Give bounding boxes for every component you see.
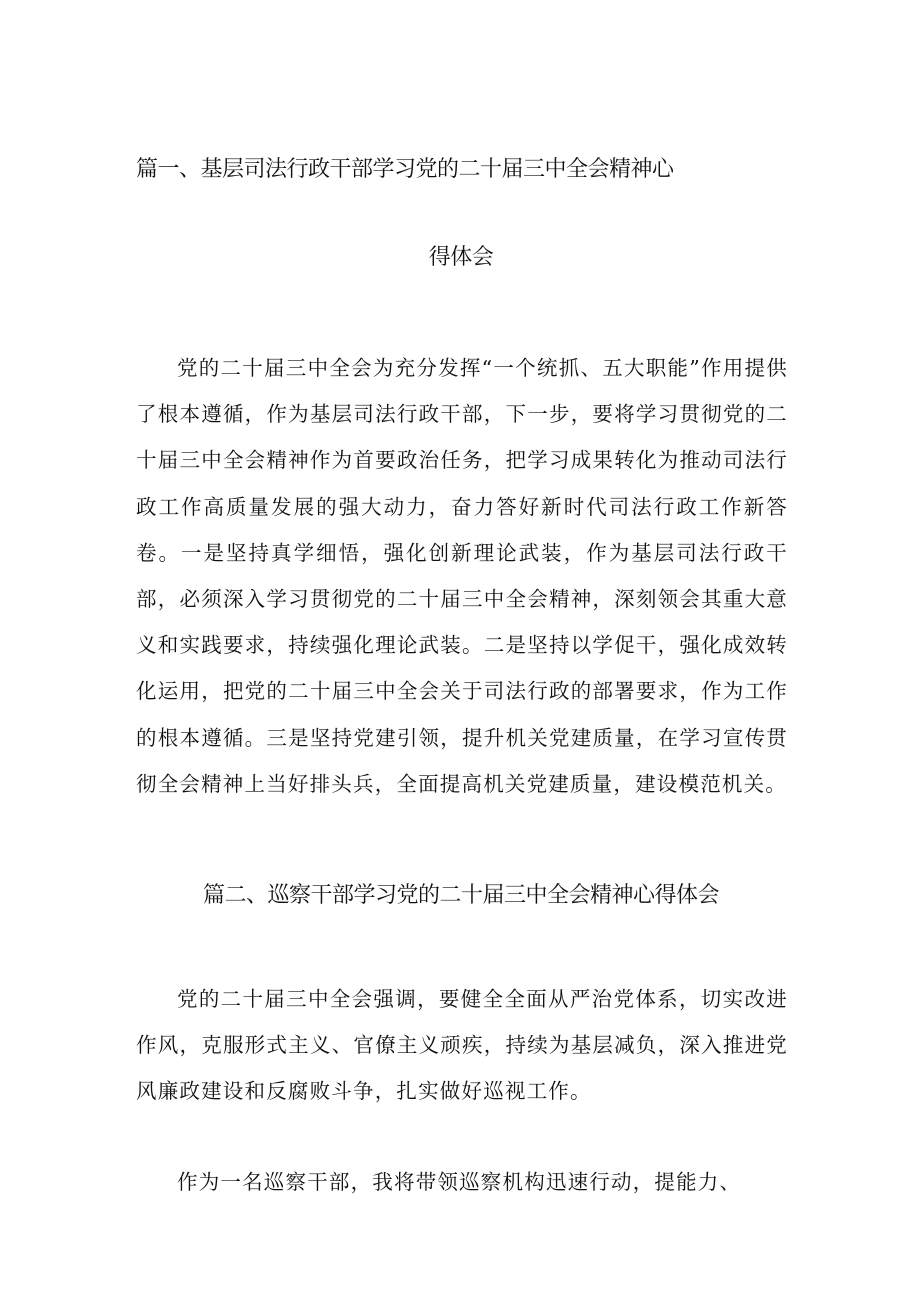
section-1-title-line-2: 得体会 [428, 245, 494, 270]
section-1-title [136, 150, 786, 278]
section-1-paragraph: 党的二十届三中全会为充分发挥“一个统抓、五大职能”作用提供了根本遵循，作为基层司法行政干部，下一步，要将学习贯彻党的二十届三中全会精神作为首要政治任务，把学习成果转化为推动司法行政工作高质量发展的强大动力，奋力答好新时代司法行政工作新答卷。一是坚持真学细悟，强化创新理论武装，作为基层司法行政干部，必须深入学习贯彻党的二十届三中全会精神，深刻领会其重大意义和实践要求，持续强化理论武装。二是坚持以学促干，强化成效转化运用，把党的二十届三中全会关于司法行政的部署要求，作为工作的根本遵循。三是坚持党建引领，提升机关党建质量，在学习宣传贯彻全会精神上当好排头兵，全面提高机关党建质量，建设模范机关。 [136, 356, 788, 796]
section-2-title: 篇二、巡察干部学习党的二十届三中全会精神心得体会 [202, 883, 719, 908]
section-2-paragraph-1: 党的二十届三中全会强调，要健全全面从严治党体系，切实改进作风，克服形式主义、官僚主义顽疾，持续为基层减负，深入推进党风廉政建设和反腐败斗争，扎实做好巡视工作。 [136, 987, 788, 1104]
section-2-paragraph-2: 作为一名巡察干部，我将带领巡察机构迅速行动，提能力、 [177, 1170, 742, 1194]
section-1-title-line-1: 篇一、基层司法行政干部学习党的二十届三中全会精神心 [136, 157, 674, 182]
